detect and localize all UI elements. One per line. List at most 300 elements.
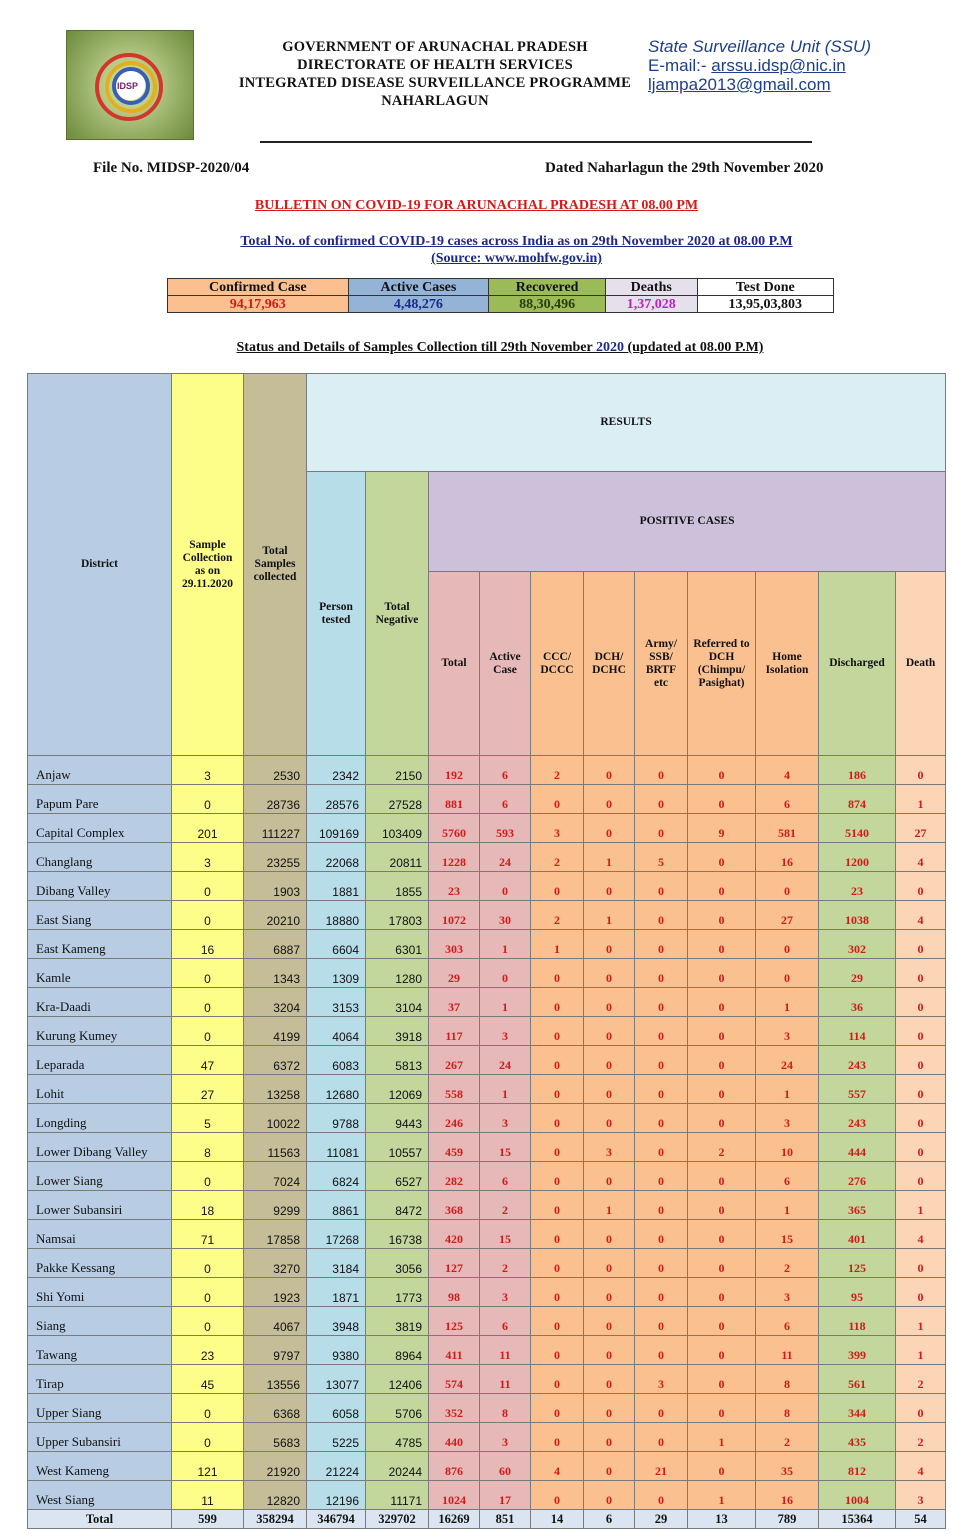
cell-district-name: Kra-Daadi <box>28 988 172 1017</box>
cell-active-case: 11 <box>480 1336 531 1365</box>
cell-army-ssb: 0 <box>635 1336 688 1365</box>
cell-home-isolation: 35 <box>756 1452 819 1481</box>
total-total-samples: 358294 <box>244 1510 307 1529</box>
cell-positive-total: 246 <box>429 1104 480 1133</box>
cell-ccc-dccc: 0 <box>531 1017 584 1046</box>
cell-referred-dch: 0 <box>688 1278 756 1307</box>
cell-discharged: 276 <box>819 1162 896 1191</box>
cell-sample-collection: 5 <box>172 1104 244 1133</box>
summary-label-deaths: Deaths <box>605 279 697 296</box>
cell-referred-dch: 0 <box>688 1249 756 1278</box>
cell-home-isolation: 10 <box>756 1133 819 1162</box>
cell-dch-dchc: 0 <box>584 1249 635 1278</box>
cell-total-samples: 28736 <box>244 785 307 814</box>
cell-ccc-dccc: 0 <box>531 988 584 1017</box>
status-title-year: 2020 <box>595 340 624 355</box>
table-row <box>28 756 946 785</box>
cell-dch-dchc: 0 <box>584 1278 635 1307</box>
cell-active-case: 11 <box>480 1365 531 1394</box>
cell-total-negative: 3104 <box>366 988 429 1017</box>
cell-district-name: Leparada <box>28 1046 172 1075</box>
cell-home-isolation: 0 <box>756 872 819 901</box>
cell-positive-total: 192 <box>429 756 480 785</box>
total-row <box>28 1510 946 1529</box>
cell-total-samples: 7024 <box>244 1162 307 1191</box>
cell-active-case: 17 <box>480 1481 531 1510</box>
cell-person-tested: 1871 <box>307 1278 366 1307</box>
cell-total-samples: 1903 <box>244 872 307 901</box>
cell-dch-dchc: 1 <box>584 901 635 930</box>
cell-dch-dchc: 0 <box>584 1365 635 1394</box>
cell-army-ssb: 5 <box>635 843 688 872</box>
cell-total-samples: 23255 <box>244 843 307 872</box>
cell-total-samples: 1923 <box>244 1278 307 1307</box>
cell-discharged: 344 <box>819 1394 896 1423</box>
cell-death: 0 <box>896 1278 946 1307</box>
cell-district-name: Kamle <box>28 959 172 988</box>
cell-referred-dch: 2 <box>688 1133 756 1162</box>
india-summary-table <box>167 278 834 313</box>
cell-dch-dchc: 1 <box>584 1191 635 1220</box>
cell-death: 0 <box>896 756 946 785</box>
cell-ccc-dccc: 4 <box>531 1452 584 1481</box>
cell-person-tested: 11081 <box>307 1133 366 1162</box>
cell-ccc-dccc: 0 <box>531 1278 584 1307</box>
cell-total-samples: 20210 <box>244 901 307 930</box>
total-sample-collection: 599 <box>172 1510 244 1529</box>
cell-person-tested: 4064 <box>307 1017 366 1046</box>
cell-ccc-dccc: 0 <box>531 1423 584 1452</box>
cell-sample-collection: 23 <box>172 1336 244 1365</box>
col-death: Death <box>896 572 946 756</box>
summary-label-active: Active Cases <box>348 279 489 296</box>
col-person-tested: Person tested <box>307 472 366 756</box>
cell-sample-collection: 0 <box>172 785 244 814</box>
cell-home-isolation: 6 <box>756 1307 819 1336</box>
cell-active-case: 1 <box>480 930 531 959</box>
table-row <box>28 1452 946 1481</box>
cell-total-samples: 6887 <box>244 930 307 959</box>
india-title-line: Total No. of confirmed COVID-19 cases across India as on 29th November 2020 at 08.00 P.M <box>240 234 793 249</box>
cell-referred-dch: 0 <box>688 1394 756 1423</box>
cell-total-negative: 11171 <box>366 1481 429 1510</box>
cell-sample-collection: 3 <box>172 843 244 872</box>
cell-sample-collection: 121 <box>172 1452 244 1481</box>
cell-district-name: Pakke Kessang <box>28 1249 172 1278</box>
cell-district-name: Dibang Valley <box>28 872 172 901</box>
cell-ccc-dccc: 0 <box>531 1365 584 1394</box>
file-number: File No. MIDSP-2020/04 <box>93 160 250 176</box>
cell-person-tested: 12196 <box>307 1481 366 1510</box>
cell-army-ssb: 0 <box>635 1191 688 1220</box>
cell-home-isolation: 3 <box>756 1017 819 1046</box>
org-line-2: DIRECTORATE OF HEALTH SERVICES <box>297 57 573 73</box>
email-link-1[interactable]: arssu.idsp@nic.in <box>711 56 846 75</box>
cell-positive-total: 267 <box>429 1046 480 1075</box>
cell-positive-total: 1072 <box>429 901 480 930</box>
summary-label-confirmed: Confirmed Case <box>168 279 349 296</box>
cell-sample-collection: 0 <box>172 988 244 1017</box>
cell-death: 0 <box>896 1394 946 1423</box>
cell-sample-collection: 0 <box>172 959 244 988</box>
cell-sample-collection: 8 <box>172 1133 244 1162</box>
cell-ccc-dccc: 3 <box>531 814 584 843</box>
cell-dch-dchc: 0 <box>584 1394 635 1423</box>
total-positive-total: 16269 <box>429 1510 480 1529</box>
col-dch-dchc: DCH/ DCHC <box>584 572 635 756</box>
cell-person-tested: 9788 <box>307 1104 366 1133</box>
cell-referred-dch: 0 <box>688 756 756 785</box>
total-home-isolation: 789 <box>756 1510 819 1529</box>
cell-death: 1 <box>896 785 946 814</box>
col-total-negative: Total Negative <box>366 472 429 756</box>
cell-positive-total: 127 <box>429 1249 480 1278</box>
cell-army-ssb: 0 <box>635 1104 688 1133</box>
table-row <box>28 814 946 843</box>
cell-discharged: 29 <box>819 959 896 988</box>
cell-ccc-dccc: 0 <box>531 1075 584 1104</box>
email-label: E-mail:- <box>648 56 707 75</box>
cell-home-isolation: 16 <box>756 843 819 872</box>
cell-discharged: 302 <box>819 930 896 959</box>
cell-active-case: 2 <box>480 1191 531 1220</box>
cell-referred-dch: 0 <box>688 1017 756 1046</box>
cell-ccc-dccc: 0 <box>531 1481 584 1510</box>
cell-death: 4 <box>896 901 946 930</box>
cell-dch-dchc: 0 <box>584 1336 635 1365</box>
cell-positive-total: 440 <box>429 1423 480 1452</box>
cell-total-negative: 27528 <box>366 785 429 814</box>
cell-discharged: 812 <box>819 1452 896 1481</box>
cell-district-name: East Siang <box>28 901 172 930</box>
cell-referred-dch: 0 <box>688 1365 756 1394</box>
cell-district-name: West Kameng <box>28 1452 172 1481</box>
table-row <box>28 1423 946 1452</box>
cell-total-negative: 3918 <box>366 1017 429 1046</box>
cell-ccc-dccc: 2 <box>531 843 584 872</box>
cell-total-negative: 1280 <box>366 959 429 988</box>
cell-ccc-dccc: 0 <box>531 959 584 988</box>
cell-death: 0 <box>896 930 946 959</box>
total-army-ssb: 29 <box>635 1510 688 1529</box>
cell-discharged: 874 <box>819 785 896 814</box>
cell-referred-dch: 0 <box>688 1162 756 1191</box>
cell-person-tested: 1309 <box>307 959 366 988</box>
cell-sample-collection: 0 <box>172 1423 244 1452</box>
cell-death: 2 <box>896 1423 946 1452</box>
summary-value-active: 4,48,276 <box>348 296 489 313</box>
cell-district-name: Upper Siang <box>28 1394 172 1423</box>
col-discharged: Discharged <box>819 572 896 756</box>
cell-total-negative: 20811 <box>366 843 429 872</box>
cell-dch-dchc: 0 <box>584 1481 635 1510</box>
cell-person-tested: 6083 <box>307 1046 366 1075</box>
cell-positive-total: 1024 <box>429 1481 480 1510</box>
cell-sample-collection: 0 <box>172 1278 244 1307</box>
cell-district-name: Anjaw <box>28 756 172 785</box>
cell-district-name: Namsai <box>28 1220 172 1249</box>
cell-total-negative: 1773 <box>366 1278 429 1307</box>
total-ccc-dccc: 14 <box>531 1510 584 1529</box>
total-active-case: 851 <box>480 1510 531 1529</box>
cell-person-tested: 21224 <box>307 1452 366 1481</box>
cell-army-ssb: 0 <box>635 1307 688 1336</box>
cell-person-tested: 6824 <box>307 1162 366 1191</box>
cell-active-case: 6 <box>480 756 531 785</box>
total-district-name: Total <box>28 1510 172 1529</box>
cell-sample-collection: 0 <box>172 872 244 901</box>
cell-active-case: 3 <box>480 1017 531 1046</box>
cell-home-isolation: 11 <box>756 1336 819 1365</box>
cell-referred-dch: 1 <box>688 1481 756 1510</box>
table-row <box>28 1307 946 1336</box>
cell-total-samples: 12820 <box>244 1481 307 1510</box>
cell-army-ssb: 0 <box>635 1046 688 1075</box>
cell-sample-collection: 18 <box>172 1191 244 1220</box>
cell-referred-dch: 9 <box>688 814 756 843</box>
col-referred-dch: Referred to DCH (Chimpu/ Pasighat) <box>688 572 756 756</box>
cell-total-negative: 6527 <box>366 1162 429 1191</box>
cell-army-ssb: 0 <box>635 959 688 988</box>
col-sample-collection: Sample Collection as on 29.11.2020 <box>172 374 244 756</box>
cell-active-case: 6 <box>480 785 531 814</box>
cell-ccc-dccc: 0 <box>531 1336 584 1365</box>
cell-person-tested: 8861 <box>307 1191 366 1220</box>
cell-referred-dch: 0 <box>688 1046 756 1075</box>
cell-discharged: 36 <box>819 988 896 1017</box>
cell-home-isolation: 2 <box>756 1423 819 1452</box>
cell-positive-total: 876 <box>429 1452 480 1481</box>
col-home-isolation: Home Isolation <box>756 572 819 756</box>
cell-army-ssb: 0 <box>635 1162 688 1191</box>
cell-active-case: 593 <box>480 814 531 843</box>
table-row <box>28 1278 946 1307</box>
cell-referred-dch: 0 <box>688 785 756 814</box>
cell-death: 4 <box>896 1220 946 1249</box>
cell-sample-collection: 0 <box>172 1307 244 1336</box>
cell-home-isolation: 3 <box>756 1278 819 1307</box>
cell-total-samples: 13258 <box>244 1075 307 1104</box>
organization-header <box>195 38 675 110</box>
cell-total-negative: 5706 <box>366 1394 429 1423</box>
district-table <box>27 373 946 1529</box>
total-total-negative: 329702 <box>366 1510 429 1529</box>
cell-total-samples: 3204 <box>244 988 307 1017</box>
summary-value-tests: 13,95,03,803 <box>697 296 833 313</box>
cell-discharged: 95 <box>819 1278 896 1307</box>
cell-active-case: 1 <box>480 1075 531 1104</box>
cell-home-isolation: 1 <box>756 1075 819 1104</box>
cell-district-name: Longding <box>28 1104 172 1133</box>
cell-ccc-dccc: 0 <box>531 1307 584 1336</box>
cell-home-isolation: 581 <box>756 814 819 843</box>
table-row <box>28 901 946 930</box>
cell-total-negative: 16738 <box>366 1220 429 1249</box>
cell-referred-dch: 0 <box>688 872 756 901</box>
cell-home-isolation: 2 <box>756 1249 819 1278</box>
cell-active-case: 24 <box>480 843 531 872</box>
cell-person-tested: 22068 <box>307 843 366 872</box>
district-rows <box>28 756 946 1510</box>
cell-sample-collection: 71 <box>172 1220 244 1249</box>
table-row <box>28 1220 946 1249</box>
cell-active-case: 3 <box>480 1104 531 1133</box>
cell-positive-total: 574 <box>429 1365 480 1394</box>
cell-dch-dchc: 0 <box>584 1017 635 1046</box>
cell-death: 0 <box>896 1046 946 1075</box>
cell-person-tested: 17268 <box>307 1220 366 1249</box>
positive-cases-header: POSITIVE CASES <box>429 472 946 572</box>
cell-ccc-dccc: 1 <box>531 930 584 959</box>
cell-positive-total: 352 <box>429 1394 480 1423</box>
cell-positive-total: 303 <box>429 930 480 959</box>
cell-person-tested: 109169 <box>307 814 366 843</box>
cell-dch-dchc: 0 <box>584 959 635 988</box>
cell-sample-collection: 47 <box>172 1046 244 1075</box>
cell-army-ssb: 0 <box>635 1075 688 1104</box>
cell-positive-total: 558 <box>429 1075 480 1104</box>
cell-army-ssb: 0 <box>635 756 688 785</box>
cell-district-name: Lower Subansiri <box>28 1191 172 1220</box>
email-link-2[interactable]: ljampa2013@gmail.com <box>648 75 831 94</box>
cell-discharged: 557 <box>819 1075 896 1104</box>
cell-ccc-dccc: 0 <box>531 1394 584 1423</box>
cell-total-samples: 6372 <box>244 1046 307 1075</box>
cell-district-name: Tirap <box>28 1365 172 1394</box>
cell-home-isolation: 24 <box>756 1046 819 1075</box>
cell-total-samples: 9299 <box>244 1191 307 1220</box>
cell-person-tested: 12680 <box>307 1075 366 1104</box>
cell-army-ssb: 0 <box>635 1133 688 1162</box>
cell-total-negative: 17803 <box>366 901 429 930</box>
summary-value-row <box>168 296 834 313</box>
india-source: (Source: www.mohfw.gov.in) <box>431 251 602 266</box>
summary-label-tests: Test Done <box>697 279 833 296</box>
col-active-case: Active Case <box>480 572 531 756</box>
ssu-title: State Surveillance Unit (SSU) <box>648 37 871 56</box>
cell-army-ssb: 0 <box>635 930 688 959</box>
cell-death: 1 <box>896 1191 946 1220</box>
cell-army-ssb: 21 <box>635 1452 688 1481</box>
cell-total-negative: 10557 <box>366 1133 429 1162</box>
cell-army-ssb: 0 <box>635 814 688 843</box>
cell-ccc-dccc: 0 <box>531 1133 584 1162</box>
cell-positive-total: 98 <box>429 1278 480 1307</box>
cell-district-name: Lower Dibang Valley <box>28 1133 172 1162</box>
cell-death: 0 <box>896 959 946 988</box>
col-total-samples: Total Samples collected <box>244 374 307 756</box>
cell-army-ssb: 0 <box>635 1278 688 1307</box>
table-row <box>28 785 946 814</box>
cell-discharged: 561 <box>819 1365 896 1394</box>
cell-total-negative: 3056 <box>366 1249 429 1278</box>
logo-text: IDSP <box>117 81 139 91</box>
cell-positive-total: 1228 <box>429 843 480 872</box>
table-row <box>28 1046 946 1075</box>
total-referred-dch: 13 <box>688 1510 756 1529</box>
cell-sample-collection: 16 <box>172 930 244 959</box>
cell-army-ssb: 0 <box>635 1017 688 1046</box>
cell-discharged: 401 <box>819 1220 896 1249</box>
cell-death: 0 <box>896 1075 946 1104</box>
cell-total-samples: 9797 <box>244 1336 307 1365</box>
cell-ccc-dccc: 0 <box>531 1162 584 1191</box>
table-row <box>28 1481 946 1510</box>
cell-district-name: Shi Yomi <box>28 1278 172 1307</box>
india-summary-title <box>0 233 953 267</box>
cell-dch-dchc: 0 <box>584 1307 635 1336</box>
summary-value-recovered: 88,30,496 <box>489 296 606 313</box>
cell-total-negative: 8472 <box>366 1191 429 1220</box>
cell-home-isolation: 4 <box>756 756 819 785</box>
total-person-tested: 346794 <box>307 1510 366 1529</box>
cell-district-name: West Siang <box>28 1481 172 1510</box>
cell-home-isolation: 15 <box>756 1220 819 1249</box>
cell-home-isolation: 1 <box>756 988 819 1017</box>
cell-active-case: 3 <box>480 1423 531 1452</box>
cell-person-tested: 13077 <box>307 1365 366 1394</box>
cell-district-name: Upper Subansiri <box>28 1423 172 1452</box>
ssu-email-line <box>648 56 871 75</box>
cell-total-samples: 2530 <box>244 756 307 785</box>
cell-death: 0 <box>896 1249 946 1278</box>
cell-discharged: 5140 <box>819 814 896 843</box>
cell-total-negative: 103409 <box>366 814 429 843</box>
cell-home-isolation: 3 <box>756 1104 819 1133</box>
cell-person-tested: 6058 <box>307 1394 366 1423</box>
cell-sample-collection: 0 <box>172 1394 244 1423</box>
cell-person-tested: 18880 <box>307 901 366 930</box>
cell-ccc-dccc: 2 <box>531 756 584 785</box>
cell-district-name: Tawang <box>28 1336 172 1365</box>
table-row <box>28 1336 946 1365</box>
cell-positive-total: 282 <box>429 1162 480 1191</box>
cell-discharged: 243 <box>819 1046 896 1075</box>
cell-army-ssb: 0 <box>635 785 688 814</box>
table-row <box>28 1249 946 1278</box>
table-row <box>28 1017 946 1046</box>
cell-dch-dchc: 0 <box>584 988 635 1017</box>
cell-discharged: 186 <box>819 756 896 785</box>
cell-total-samples: 6368 <box>244 1394 307 1423</box>
cell-sample-collection: 11 <box>172 1481 244 1510</box>
cell-active-case: 8 <box>480 1394 531 1423</box>
cell-dch-dchc: 0 <box>584 1423 635 1452</box>
col-ccc-dccc: CCC/ DCCC <box>531 572 584 756</box>
org-line-3: INTEGRATED DISEASE SURVEILLANCE PROGRAMME <box>238 75 632 91</box>
cell-army-ssb: 3 <box>635 1365 688 1394</box>
cell-army-ssb: 0 <box>635 988 688 1017</box>
dated-line: Dated Naharlagun the 29th November 2020 <box>545 160 824 176</box>
cell-person-tested: 1881 <box>307 872 366 901</box>
cell-discharged: 435 <box>819 1423 896 1452</box>
cell-district-name: East Kameng <box>28 930 172 959</box>
cell-total-negative: 12406 <box>366 1365 429 1394</box>
cell-army-ssb: 0 <box>635 1220 688 1249</box>
cell-positive-total: 459 <box>429 1133 480 1162</box>
cell-total-samples: 4067 <box>244 1307 307 1336</box>
cell-death: 1 <box>896 1336 946 1365</box>
cell-total-samples: 13556 <box>244 1365 307 1394</box>
cell-dch-dchc: 0 <box>584 1220 635 1249</box>
cell-dch-dchc: 3 <box>584 1133 635 1162</box>
cell-death: 3 <box>896 1481 946 1510</box>
cell-active-case: 1 <box>480 988 531 1017</box>
cell-home-isolation: 8 <box>756 1365 819 1394</box>
cell-discharged: 1200 <box>819 843 896 872</box>
cell-army-ssb: 0 <box>635 901 688 930</box>
table-row <box>28 1394 946 1423</box>
